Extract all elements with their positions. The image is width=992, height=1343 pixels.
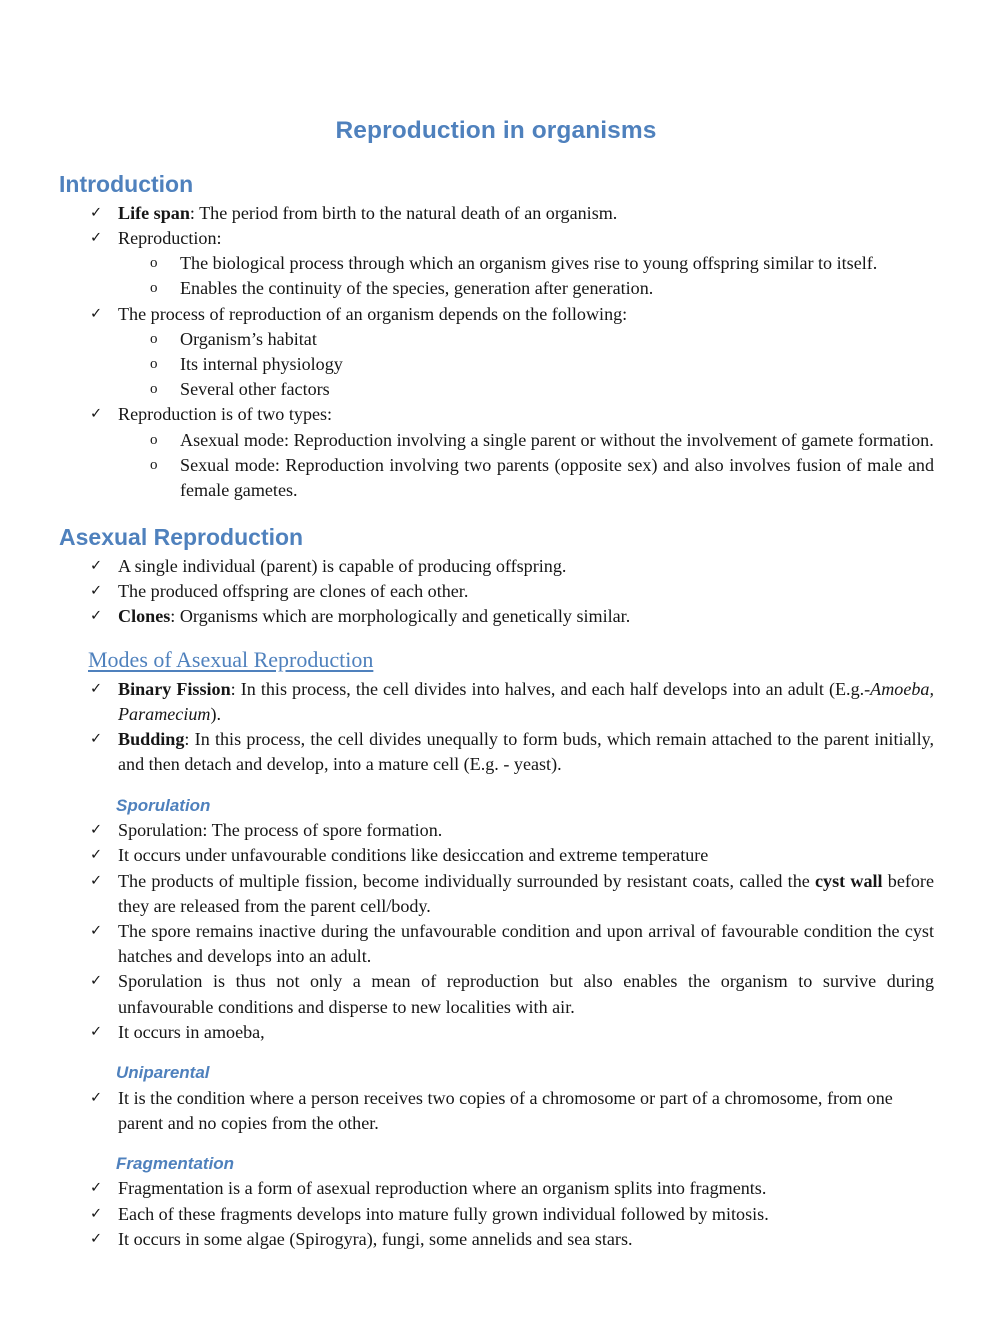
modes-list [58,677,934,778]
list-item [90,869,934,919]
list-item [90,727,934,777]
introduction-list [58,201,934,503]
list-item-text: It occurs in some algae (Spirogyra), fungi, some annelids and sea stars. [118,1228,633,1249]
spacer [58,778,934,796]
reproduction-sublist [58,251,934,301]
list-item [150,428,934,453]
list-item-text: Reproduction: [118,227,222,248]
list-item [90,226,934,251]
term-binary-fission: Binary Fission [118,678,231,699]
list-item-text: Organism’s habitat [180,328,317,349]
circle-bullet-icon: o [150,431,158,448]
term-cyst-wall: cyst wall [815,870,883,891]
list-item [90,302,934,327]
list-item-text: Sporulation: The process of spore formation. [118,820,443,841]
list-item [90,402,934,427]
heading-sporulation: Sporulation [116,795,211,815]
list-item-text: The process of reproduction of an organism depends on the following: [118,303,628,324]
list-item-text: Sexual mode: Reproduction involving two parents (opposite sex) and also involves fusion of male and female gametes. [180,454,934,500]
list-item [90,201,934,226]
list-item-text-end: ). [210,703,222,724]
list-item-text-end: before they are released from the parent cell/body. [118,870,934,916]
list-item [90,1227,934,1252]
check-bullet-icon: ✓ [90,608,103,625]
list-item [150,352,934,377]
list-item [150,377,934,402]
section-sporulation [58,796,934,1045]
spacer [58,1136,934,1154]
list-item-text: : The period from birth to the natural death of an organism. [189,202,618,223]
list-item-text: Each of these fragments develops into mature fully grown individual followed by mitosis. [118,1203,769,1224]
check-bullet-icon: ✓ [90,406,103,423]
circle-bullet-icon: o [150,330,158,347]
section-asexual-reproduction [58,525,934,629]
check-bullet-icon: ✓ [90,204,103,221]
circle-bullet-icon: o [150,355,158,372]
list-item-text: It is the condition where a person receives two copies of a chromosome or part of a chromosome, from one parent and no copies from the other. [118,1087,893,1133]
section-introduction [58,172,934,503]
heading-introduction: Introduction [59,170,194,197]
list-item [150,327,934,352]
list-item [90,1086,934,1136]
check-bullet-icon: ✓ [90,557,103,574]
list-item-text: It occurs under unfavourable conditions like desiccation and extreme temperature [118,845,709,866]
term-budding: Budding [118,729,185,750]
check-bullet-icon: ✓ [90,1230,103,1247]
list-item [90,604,934,629]
check-bullet-icon: ✓ [90,731,103,748]
list-item-text: : In this process, the cell divides unequally to form buds, which remain attached to the parent initially, and then detach and develop, into a mature cell (E.g. - yeast). [118,729,934,775]
fragmentation-list [58,1176,934,1252]
list-item-text: Sporulation is thus not only a mean of reproduction but also enables the organism to survive during unfavourable conditions and disperse to new localities with air. [118,971,934,1017]
list-item [150,251,934,276]
spacer [58,1045,934,1063]
circle-bullet-icon: o [150,456,158,473]
list-item [150,453,934,503]
species-names: Amoeba, Paramecium [118,678,934,724]
list-item-text: The products of multiple fission, become individually surrounded by resistant coats, called the [118,870,816,891]
heading-fragmentation: Fragmentation [116,1153,235,1173]
check-bullet-icon: ✓ [90,680,103,697]
uniparental-list [58,1086,934,1136]
list-item [90,843,934,868]
list-item-text: : Organisms which are morphologically and genetically similar. [170,606,631,627]
spacer [58,629,934,647]
depends-sublist [58,327,934,403]
check-bullet-icon: ✓ [90,847,103,864]
list-item-text: It occurs in amoeba, [118,1021,265,1042]
check-bullet-icon: ✓ [90,1180,103,1197]
heading-modes-of-asexual-reproduction: Modes of Asexual Reproduction [88,647,374,673]
check-bullet-icon: ✓ [90,822,103,839]
list-item-text: A single individual (parent) is capable of producing offspring. [118,555,567,576]
page-title: Reproduction in organisms [335,117,657,144]
list-item-text: Fragmentation is a form of asexual reproduction where an organism splits into fragments. [118,1178,767,1199]
list-item-text: The biological process through which an organism gives rise to young offspring similar to itself. [180,253,878,274]
list-item-text: Reproduction is of two types: [118,404,333,425]
check-bullet-icon: ✓ [90,922,103,939]
heading-uniparental: Uniparental [116,1062,210,1082]
list-item-text: Several other factors [180,379,330,400]
list-item [90,919,934,969]
heading-asexual-reproduction: Asexual Reproduction [59,524,304,551]
check-bullet-icon: ✓ [90,1023,103,1040]
section-modes-of-asexual-reproduction [58,647,934,777]
check-bullet-icon: ✓ [90,1089,103,1106]
check-bullet-icon: ✓ [90,973,103,990]
list-item [90,579,934,604]
circle-bullet-icon: o [150,381,158,398]
list-item [90,818,934,843]
sporulation-list [58,818,934,1045]
circle-bullet-icon: o [150,280,158,297]
check-bullet-icon: ✓ [90,229,103,246]
list-item [90,677,934,727]
list-item-text: Its internal physiology [180,353,343,374]
list-item [90,1020,934,1045]
spacer [58,503,934,525]
list-item [90,554,934,579]
term-clones: Clones [118,606,171,627]
asexual-reproduction-list [58,554,934,630]
list-item-text: The produced offspring are clones of each other. [118,581,469,602]
list-item [90,1176,934,1201]
circle-bullet-icon: o [150,255,158,272]
types-sublist [58,428,934,504]
term-life-span: Life span [118,202,190,223]
check-bullet-icon: ✓ [90,583,103,600]
list-item-text: Asexual mode: Reproduction involving a single parent or without the involvement of gamete formation. [180,429,934,450]
list-item [90,969,934,1019]
list-item-text: The spore remains inactive during the unfavourable condition and upon arrival of favourable condition the cyst hatches and develops into an adult. [118,920,934,967]
check-bullet-icon: ✓ [90,1205,103,1222]
section-fragmentation [58,1154,934,1252]
list-item-text: : In this process, the cell divides into halves, and each half develops into an adult (E.g.- [230,678,871,699]
check-bullet-icon: ✓ [90,305,103,322]
list-item [150,276,934,301]
list-item-text: Enables the continuity of the species, generation after generation. [180,278,654,299]
section-uniparental [58,1063,934,1136]
list-item [90,1202,934,1227]
check-bullet-icon: ✓ [90,872,103,889]
